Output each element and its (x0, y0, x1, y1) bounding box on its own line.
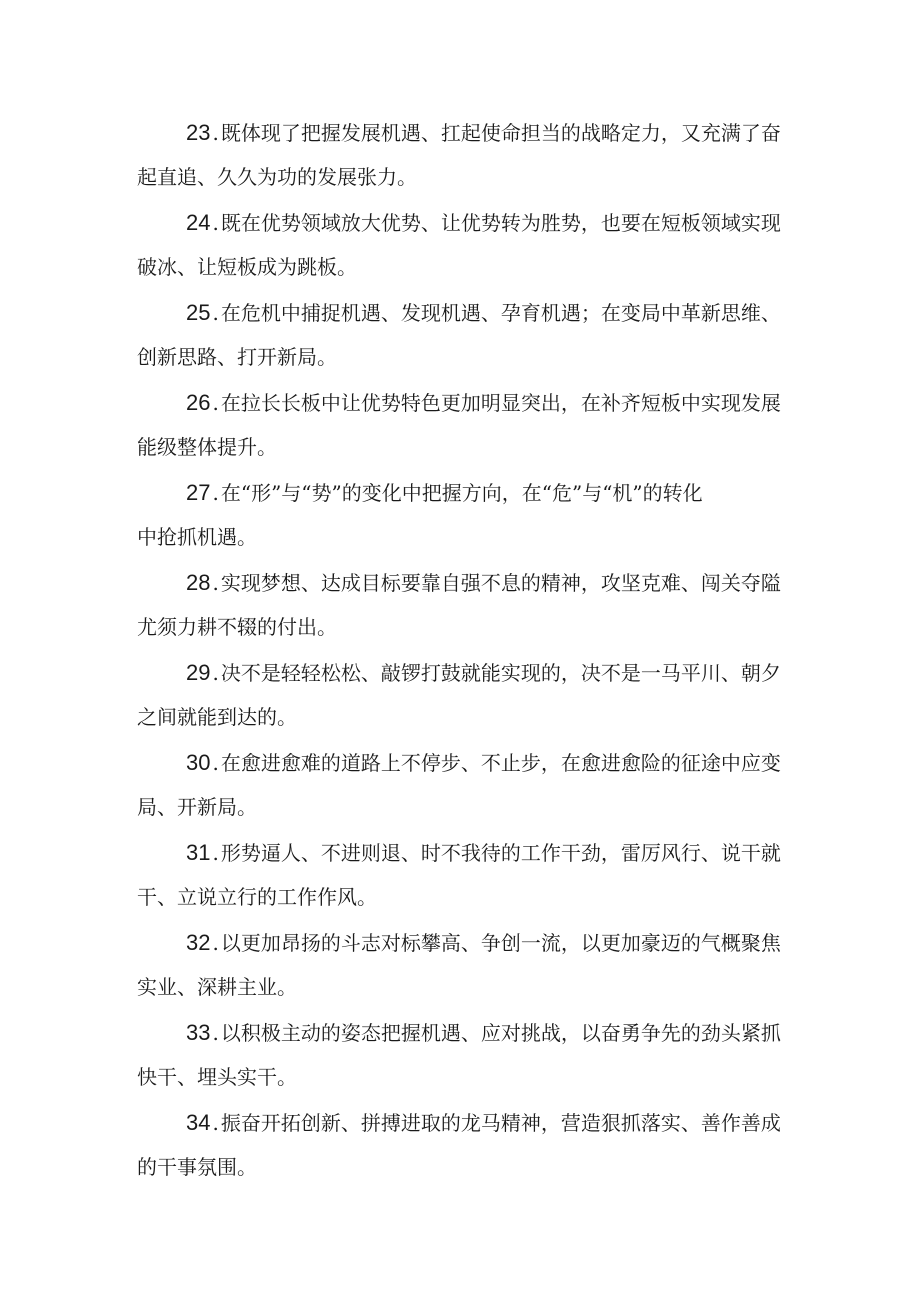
item-separator: . (212, 841, 219, 865)
item-first-line (186, 660, 781, 686)
item-first-line (186, 570, 781, 596)
item-continuation-line: 能级整体提升。 (137, 435, 277, 459)
item-separator: . (212, 1111, 219, 1135)
list-item (137, 832, 797, 922)
item-number: 26 (186, 390, 211, 415)
item-separator: . (212, 571, 219, 595)
item-first-line (186, 120, 781, 146)
item-text: 既体现了把握发展机遇、扛起使命担当的战略定力，又充满了奋 (220, 121, 781, 145)
list-item (137, 202, 797, 292)
item-continuation-line: 破冰、让短板成为跳板。 (137, 255, 357, 279)
item-separator: . (212, 121, 219, 145)
item-first-line (186, 840, 781, 866)
list-item (137, 562, 797, 652)
item-separator: . (212, 1021, 219, 1045)
item-first-line (186, 1020, 781, 1046)
item-continuation-line: 起直追、久久为功的发展张力。 (137, 165, 417, 189)
item-separator: . (212, 661, 219, 685)
item-text: 决不是轻轻松松、敲锣打鼓就能实现的，决不是一马平川、朝夕 (220, 661, 781, 685)
item-text: 以积极主动的姿态把握机遇、应对挑战，以奋勇争先的劲头紧抓 (220, 1021, 781, 1045)
list-item (137, 472, 797, 562)
item-text: 既在优势领域放大优势、让优势转为胜势，也要在短板领域实现 (220, 211, 781, 235)
item-separator: . (212, 211, 219, 235)
item-number: 28 (186, 570, 211, 595)
item-number: 29 (186, 660, 211, 685)
item-text: 在“形”与“势”的变化中把握方向，在“危”与“机”的转化 (220, 481, 703, 505)
item-separator: . (212, 301, 219, 325)
item-number: 25 (186, 300, 211, 325)
list-item (137, 1012, 797, 1102)
item-continuation-line: 尤须力耕不辍的付出。 (137, 615, 337, 639)
list-item (137, 922, 797, 1012)
item-continuation-line: 快干、埋头实干。 (137, 1065, 297, 1089)
list-item (137, 1102, 797, 1192)
item-number: 32 (186, 930, 211, 955)
item-text: 在拉长长板中让优势特色更加明显突出，在补齐短板中实现发展 (220, 391, 781, 415)
item-continuation-line: 之间就能到达的。 (137, 705, 297, 729)
item-text: 以更加昂扬的斗志对标攀高、争创一流，以更加豪迈的气概聚焦 (220, 931, 781, 955)
item-continuation-line: 干、立说立行的工作作风。 (137, 885, 377, 909)
item-text: 在愈进愈难的道路上不停步、不止步，在愈进愈险的征途中应变 (220, 751, 781, 775)
item-number: 33 (186, 1020, 211, 1045)
item-text: 实现梦想、达成目标要靠自强不息的精神，攻坚克难、闯关夺隘 (220, 571, 781, 595)
item-continuation-line: 实业、深耕主业。 (137, 975, 297, 999)
item-continuation-line: 中抢抓机遇。 (137, 525, 257, 549)
list-item (137, 382, 797, 472)
item-number: 27 (186, 480, 211, 505)
item-text: 在危机中捕捉机遇、发现机遇、孕育机遇；在变局中革新思维、 (220, 301, 781, 325)
item-first-line (186, 480, 703, 506)
item-number: 31 (186, 840, 211, 865)
item-first-line (186, 750, 781, 776)
item-separator: . (212, 391, 219, 415)
item-number: 24 (186, 210, 211, 235)
list-item (137, 652, 797, 742)
item-text: 振奋开拓创新、拼搏进取的龙马精神，营造狠抓落实、善作善成 (220, 1111, 781, 1135)
item-text: 形势逼人、不进则退、时不我待的工作干劲，雷厉风行、说干就 (220, 841, 781, 865)
item-separator: . (212, 751, 219, 775)
item-continuation-line: 的干事氛围。 (137, 1155, 257, 1179)
item-continuation-line: 创新思路、打开新局。 (137, 345, 337, 369)
phrase-list (137, 112, 797, 1192)
item-first-line (186, 210, 781, 236)
item-first-line (186, 390, 781, 416)
item-number: 30 (186, 750, 211, 775)
item-first-line (186, 300, 781, 326)
item-first-line (186, 930, 781, 956)
list-item (137, 742, 797, 832)
item-first-line (186, 1110, 781, 1136)
item-number: 23 (186, 120, 211, 145)
item-separator: . (212, 481, 219, 505)
item-separator: . (212, 931, 219, 955)
list-item (137, 292, 797, 382)
item-continuation-line: 局、开新局。 (137, 795, 257, 819)
item-number: 34 (186, 1110, 211, 1135)
list-item (137, 112, 797, 202)
